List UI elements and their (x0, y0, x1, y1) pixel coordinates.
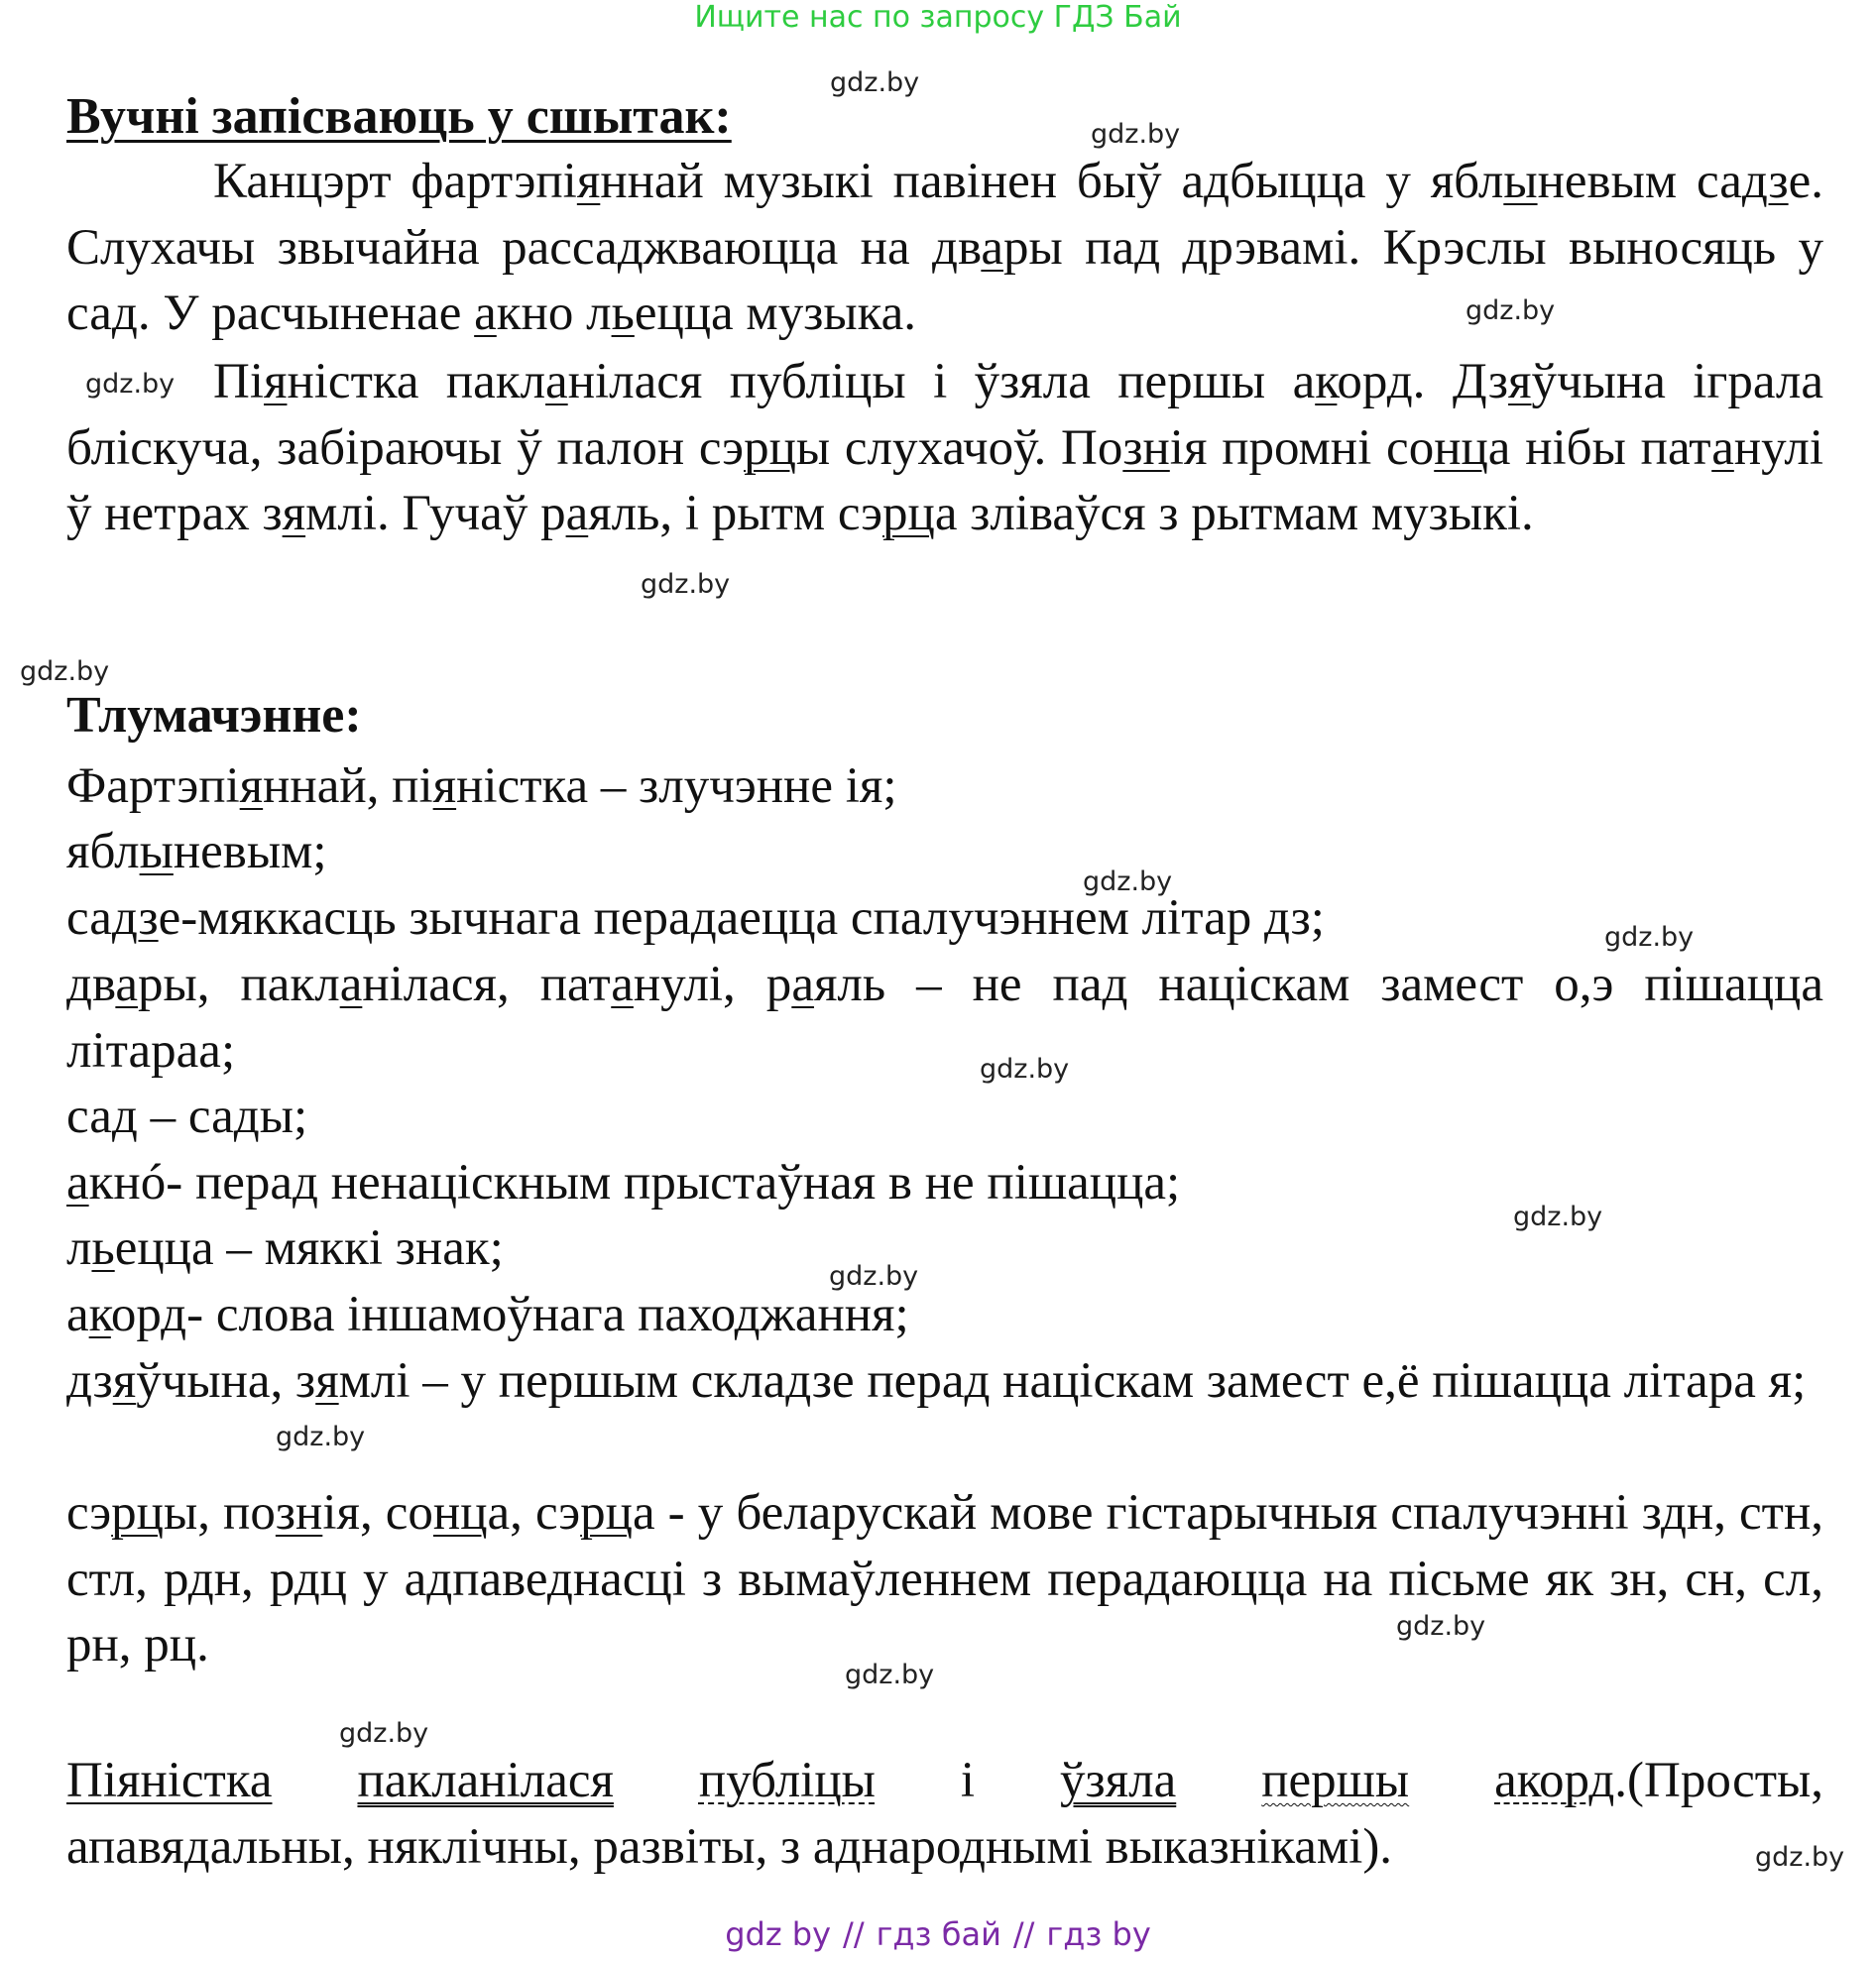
watermark: gdz.by (1083, 866, 1173, 897)
watermark: gdz.by (830, 67, 920, 98)
explanation-line-9: дзяўчына, зямлі – у першым складзе перад націскам замест е,ё пішацца літара я; (66, 1353, 1807, 1409)
predicate-word-1: пакланілася (357, 1753, 614, 1808)
explanation-line-6: акнó- перад ненаціскным прыстаўная в не пішацца; (66, 1155, 1181, 1211)
attribute-word: першы (1261, 1753, 1410, 1808)
footer-link[interactable]: гдз by (1046, 1915, 1151, 1953)
watermark: gdz.by (1755, 1842, 1845, 1873)
explanation-line-4: двары, пакланілася, патанулі, раяль – не пад націскам замест о,э пішацца літараа; (66, 957, 1823, 1079)
subject-word: Піяністка (66, 1753, 273, 1808)
footer-link[interactable]: gdz by (725, 1915, 832, 1953)
object-word-2: акорд (1494, 1753, 1615, 1808)
sentence-analysis: Піяністка пакланілася публіцы і ўзяла першы акорд.(Просты, апавядальны, няклічны, развіты, з аднароднымі выказнікамі). (66, 1753, 1824, 1875)
dictation-paragraph-1: Канцэрт фартэпіяннай музыкі павінен быў адбыцца у яблыневым садзе. Слухачы звычайна рассаджваюцца на двары пад дрэвамі. Крэслы выносяць у сад. У расчыненае акно льецца музыка. (66, 154, 1823, 341)
dictation-heading: Вучні запісваюць у сшытак: (66, 88, 732, 145)
explanation-line-2: яблыневым; (66, 824, 327, 879)
watermark: gdz.by (276, 1422, 366, 1452)
watermark: gdz.by (1091, 119, 1181, 150)
explanation-line-3: садзе-мяккасць зычнага перадаецца спалучэннем літар дз; (66, 890, 1325, 946)
watermark: gdz.by (980, 1054, 1070, 1085)
footer-link[interactable]: гдз бай (876, 1915, 1001, 1953)
watermark: gdz.by (85, 369, 176, 400)
explanation-line-1: Фартэпіяннай, піяністка – злучэнне ія; (66, 758, 897, 814)
explanation-line-5: сад – сады; (66, 1089, 308, 1144)
top-banner[interactable]: Ищите нас по запросу ГДЗ Бай (694, 0, 1182, 35)
footer-links: gdz by // гдз бай // гдз by (725, 1915, 1151, 1953)
explanation-heading: Тлумачэнне: (66, 687, 362, 744)
watermark: gdz.by (1466, 295, 1556, 326)
object-word: публіцы (698, 1753, 876, 1808)
explanation-line-7: льецца – мяккі знак; (66, 1220, 504, 1276)
predicate-word-2: ўзяла (1060, 1753, 1177, 1808)
dictation-paragraph-2: Піяністка пакланілася публіцы і ўзяла першы акорд. Дзяўчына іграла блiскуча, забіраючы ў палон сэрцы слухачоў. Познія промні сонца нібы патанулі ў нетрах зямлі. Гучаў раяль, і рытм сэрца зліваўся з рытмам музыкі. (66, 354, 1824, 541)
explanation-line-8: акорд- слова іншамоўнага паходжання; (66, 1287, 909, 1342)
watermark: gdz.by (20, 656, 110, 687)
watermark: gdz.by (829, 1261, 919, 1292)
explanation-line-10: сэрцы, познія, сонца, сэрца - у беларускай мове гістарычныя спалучэнні здн, стн, стл, рдн, рдц у адпаведнасці з вымаўленнем перадаюцца на пісьме як зн, сн, сл, рн, рц. (66, 1485, 1823, 1673)
watermark: gdz.by (1604, 922, 1695, 953)
watermark: gdz.by (1396, 1611, 1486, 1642)
watermark: gdz.by (1513, 1202, 1603, 1232)
watermark: gdz.by (339, 1718, 429, 1749)
watermark: gdz.by (845, 1660, 935, 1690)
watermark: gdz.by (641, 569, 731, 600)
